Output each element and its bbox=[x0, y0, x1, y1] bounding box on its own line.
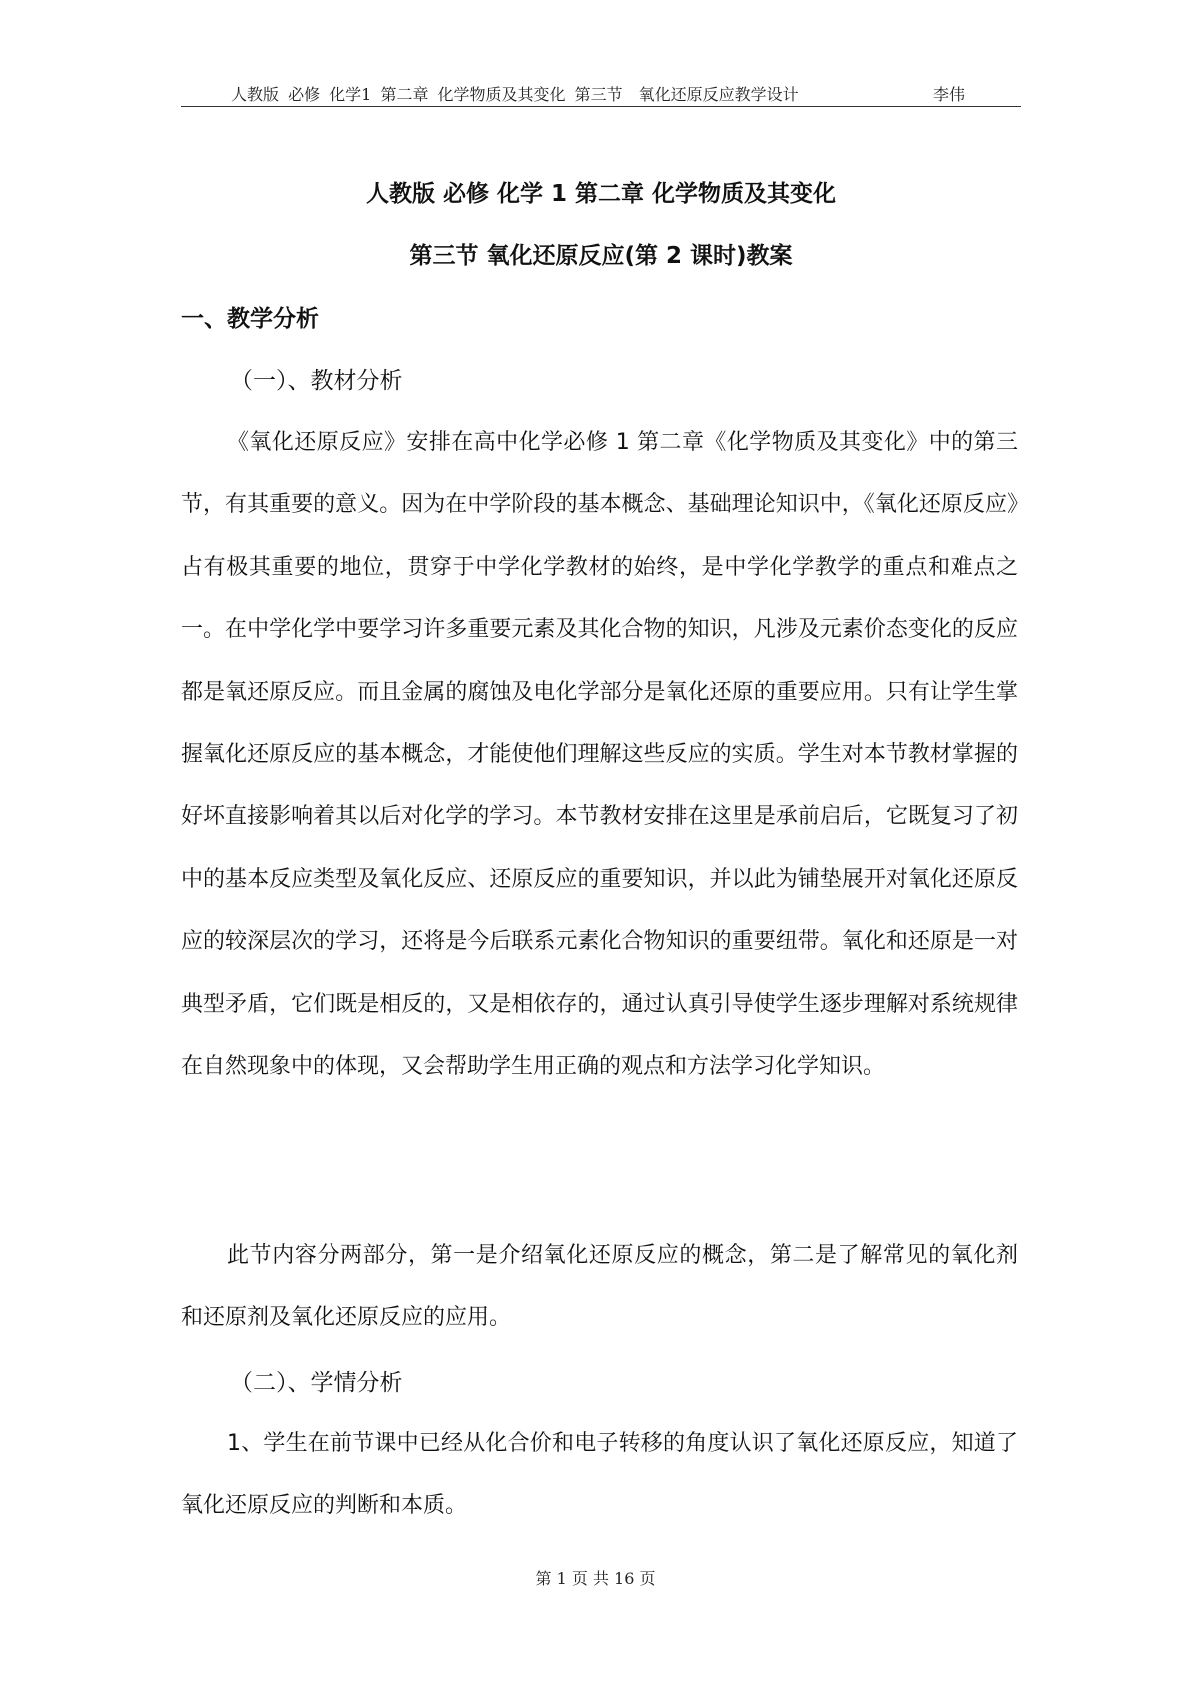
section1-heading: 一、教学分析 bbox=[181, 306, 319, 332]
document-title-line1: 人教版 必修 化学 1 第二章 化学物质及其变化 bbox=[365, 181, 837, 207]
header-title: 人教版 必修 化学1 第二章 化学物质及其变化 第三节 氧化还原反应教学设计 bbox=[231, 85, 799, 104]
page-footer: 第 1 页 共 16 页 bbox=[535, 1569, 656, 1588]
running-header bbox=[181, 80, 1021, 107]
paragraph-textbook-analysis: 《氧化还原反应》安排在高中化学必修 1 第二章《化学物质及其变化》中的第三节，有其重要的意义。因为在中学阶段的基本概念、基础理论知识中，《氧化还原反应》占有极其重要的地位，贯穿于中学化学教材的始终，是中学化学教学的重点和难点之一。在中学化学中要学习许多重要元素及其化合物的知识，凡涉及元素价态变化的反应都是氧还原反应。而且金属的腐蚀及电化学部分是氧化还原的重要应用。只有让学生掌握氧化还原反应的基本概念，才能使他们理解这些反应的实质。学生对本节教材掌握的好坏直接影响着其以后对化学的学习。本节教材安排在这里是承前启后，它既复习了初中的基本反应类型及氧化反应、还原反应的重要知识，并以此为铺垫展开对氧化还原反应的较深层次的学习，还将是今后联系元素化合物知识的重要纽带。氧化和还原是一对典型矛盾，它们既是相反的，又是相依存的，通过认真引导使学生逐步理解对系统规律在自然现象中的体现，又会帮助学生用正确的观点和方法学习化学知识。 bbox=[181, 430, 1018, 1080]
paragraph-student-analysis: 1、学生在前节课中已经从化合价和电子转移的角度认识了氧化还原反应，知道了氧化还原反应的判断和本质。 bbox=[181, 1431, 1018, 1519]
header-author: 李伟 bbox=[933, 85, 966, 104]
paragraph-section-content: 此节内容分两部分，第一是介绍氧化还原反应的概念，第二是了解常见的氧化剂和还原剂及氧化还原反应的应用。 bbox=[181, 1243, 1018, 1331]
document-title-line2: 第三节 氧化还原反应(第 2 课时)教案 bbox=[409, 243, 793, 269]
subsection1-heading: （一）、教材分析 bbox=[230, 368, 403, 394]
subsection2-heading: （二）、学情分析 bbox=[230, 1370, 403, 1396]
